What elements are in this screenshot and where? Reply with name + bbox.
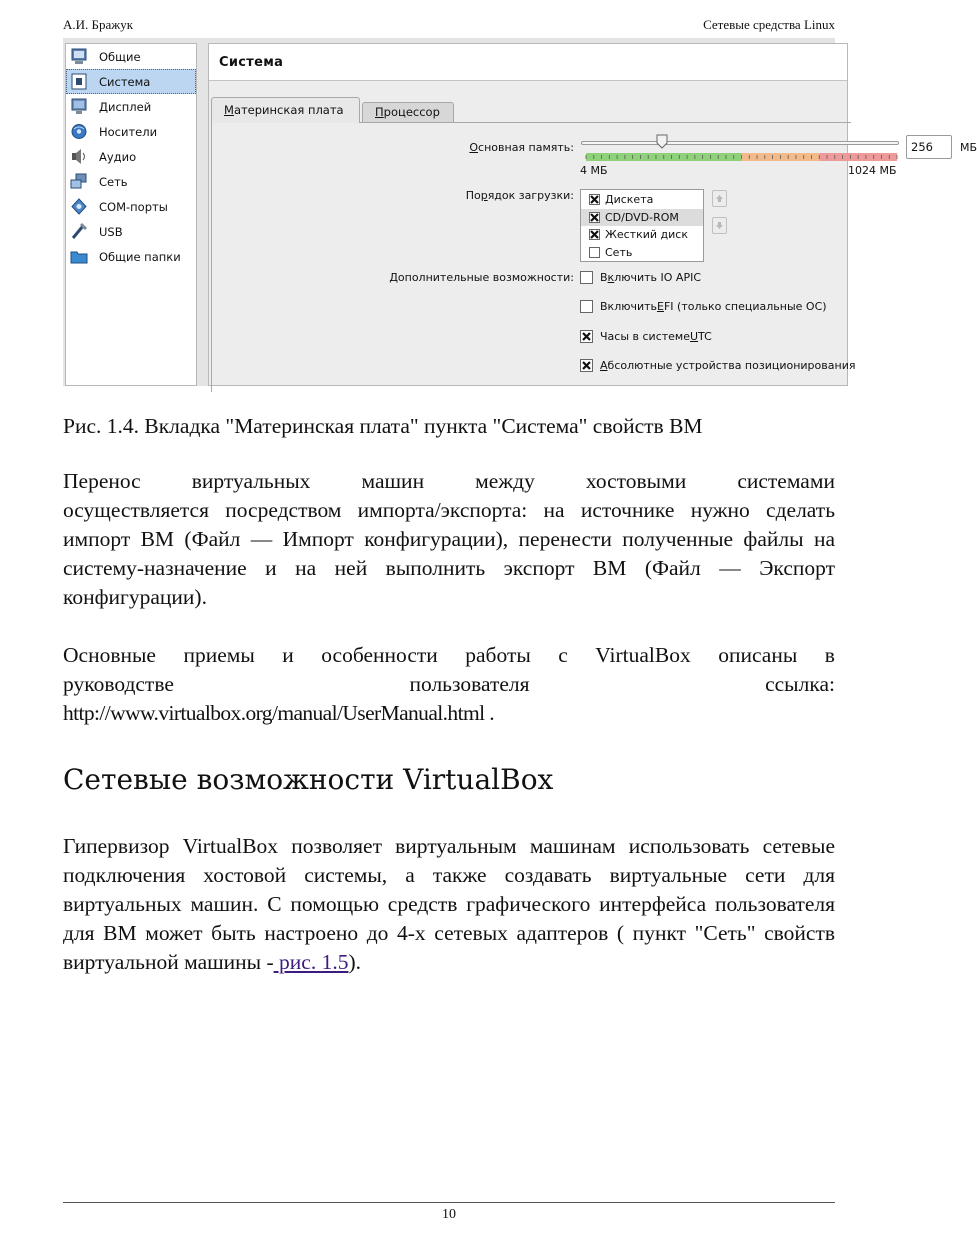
boot-checkbox[interactable] [589, 229, 600, 240]
paragraph-text: Гипервизор VirtualBox позволяет виртуальным машинам использовать сетевые подключения хостовой системы, а также создавать виртуальные сети для виртуальных машин. С помощью средств графического интерфейса пользователя для ВМ может быть настроено до 4-х сетевых адаптеров ( пункт "Сеть" свойств виртуальной машины - [63, 834, 835, 974]
system-icon [70, 73, 88, 90]
arrow-up-icon [715, 194, 724, 203]
footer-rule [63, 1202, 835, 1203]
efi-checkbox[interactable] [580, 300, 593, 313]
boot-order-list [580, 189, 704, 262]
tab-processor[interactable] [362, 102, 454, 122]
paragraph-text: осуществляется посредством импорта/экспорта: на источнике нужно сделать импорт ВМ (Файл — Импорт конфигурации), перенести полученные файлы на систему-назначение и на ней выполнить экспорт ВМ (Файл — Экспорт конфигурации). [63, 498, 835, 609]
boot-checkbox[interactable] [589, 247, 600, 258]
sidebar-item-display[interactable] [66, 94, 196, 119]
manual-url: http://www.virtualbox.org/manual/UserManual.html . [63, 701, 494, 725]
boot-item-hdd[interactable] [581, 226, 703, 244]
option-access-key: E [657, 300, 664, 313]
boot-item-floppy[interactable] [581, 191, 703, 209]
option-text: FI (только специальные ОС) [663, 300, 827, 313]
audio-icon [70, 148, 88, 165]
word: описаны [718, 643, 798, 667]
option-text: бсолютные устройства позиционирования [607, 359, 856, 372]
sidebar-label: Общие [99, 49, 141, 64]
option-access-key: А [600, 359, 608, 372]
word: и [282, 643, 294, 667]
paragraph-manual-reference [63, 641, 835, 728]
word: в [824, 643, 835, 667]
tab-label: атеринская плата [233, 103, 344, 117]
usb-icon [70, 223, 88, 240]
label-access-key: О [469, 141, 479, 154]
label-text: сновная память: [478, 141, 574, 154]
boot-checkbox[interactable] [589, 212, 600, 223]
word: особенности [321, 643, 438, 667]
tab-access-key: М [224, 103, 234, 117]
tab-motherboard[interactable] [211, 97, 360, 123]
extended-features-label: Дополнительные возможности: [389, 271, 574, 284]
page-number: 10 [442, 1207, 456, 1222]
option-access-key: U [689, 330, 699, 343]
paragraph-vm-transfer [63, 467, 835, 612]
sidebar-label: Дисплей [99, 99, 152, 114]
word: между [475, 469, 535, 493]
header-author: А.И. Бражук [63, 17, 134, 32]
word: приемы [183, 643, 255, 667]
tab-label: роцессор [383, 105, 440, 119]
sidebar-item-system[interactable] [66, 69, 196, 94]
figure-caption: Рис. 1.4. Вкладка "Материнская плата" пункта "Система" свойств ВМ [63, 414, 703, 438]
option-text: Включить [600, 300, 658, 313]
boot-item-label: Жесткий диск [605, 228, 688, 242]
paragraph-text: ). [348, 950, 362, 974]
memory-slider-thumb[interactable] [656, 134, 668, 149]
display-icon [70, 98, 88, 115]
settings-panel [208, 43, 977, 386]
efi-option[interactable] [580, 300, 827, 313]
boot-item-network[interactable] [581, 244, 703, 262]
memory-slider-track[interactable] [581, 141, 899, 145]
figure-link[interactable]: рис. 1.5 [273, 950, 349, 974]
arrow-down-icon [715, 221, 724, 230]
sidebar-label: Система [99, 74, 151, 89]
network-icon [70, 173, 88, 190]
virtualbox-settings-screenshot [63, 38, 977, 386]
word: работы [465, 643, 531, 667]
word: Основные [63, 643, 156, 667]
sidebar-label: Носители [99, 124, 158, 139]
boot-checkbox[interactable] [589, 194, 600, 205]
boot-item-label: Дискета [605, 193, 654, 207]
tab-access-key: П [375, 105, 384, 119]
word: ссылка: [765, 672, 835, 696]
label-access-key: р [480, 189, 488, 202]
memory-min-label: 4 МБ [580, 164, 608, 177]
storage-icon [70, 123, 88, 140]
sidebar-item-network[interactable] [66, 169, 196, 194]
word: хостовыми [585, 469, 687, 493]
word: руководстве [63, 672, 174, 696]
option-text: Часы в системе [600, 330, 690, 343]
memory-max-label: 1024 МБ [848, 164, 897, 177]
option-text: В [600, 271, 608, 284]
ioapic-option[interactable] [580, 271, 701, 284]
header-title: Сетевые средства Linux [703, 17, 835, 32]
absolute-pointing-checkbox[interactable] [580, 359, 593, 372]
word: виртуальных [191, 469, 311, 493]
sidebar-label: USB [99, 224, 123, 239]
word: VirtualBox [595, 643, 691, 667]
ioapic-checkbox[interactable] [580, 271, 593, 284]
sidebar-item-usb[interactable] [66, 219, 196, 244]
sidebar-item-audio[interactable] [66, 144, 196, 169]
word: пользователя [409, 672, 530, 696]
justified-line [63, 641, 835, 670]
option-text: лючить IO APIC [614, 271, 702, 284]
paragraph-networking [63, 832, 835, 977]
move-down-button[interactable] [712, 217, 727, 234]
move-up-button[interactable] [712, 190, 727, 207]
label-text: По [465, 189, 481, 202]
label-text: ядок загрузки: [487, 189, 574, 202]
word: системами [737, 469, 835, 493]
justified-line [63, 467, 835, 496]
sidebar-label: Аудио [99, 149, 137, 164]
word: Перенос [63, 469, 141, 493]
sidebar-item-storage[interactable] [66, 119, 196, 144]
absolute-pointing-option[interactable] [580, 359, 855, 372]
boot-order-label [269, 189, 574, 202]
memory-input[interactable]: 256 [906, 135, 952, 159]
word: с [558, 643, 568, 667]
option-access-key: к [607, 271, 615, 284]
boot-item-label: CD/DVD-ROM [605, 210, 679, 224]
shared-folders-icon [70, 248, 88, 265]
sidebar-item-general[interactable] [66, 44, 196, 69]
tab-body [211, 122, 851, 392]
boot-item-cdrom[interactable] [581, 209, 703, 227]
panel-title: Система [209, 44, 847, 81]
option-text: TC [698, 330, 712, 343]
sidebar-item-serial-ports[interactable] [66, 194, 196, 219]
general-icon [70, 48, 88, 65]
memory-scale [586, 153, 897, 161]
justified-line [63, 670, 835, 699]
sidebar-label: Общие папки [99, 249, 181, 264]
running-header [63, 17, 835, 33]
settings-sidebar [65, 43, 197, 386]
section-heading: Сетевые возможности VirtualBox [63, 763, 554, 796]
sidebar-item-shared-folders[interactable] [66, 244, 196, 269]
sidebar-label: Сеть [99, 174, 128, 189]
serial-ports-icon [70, 198, 88, 215]
word: машин [361, 469, 425, 493]
sidebar-label: COM-порты [99, 199, 168, 214]
memory-unit: МБ [960, 141, 977, 154]
memory-label [269, 141, 574, 154]
boot-item-label: Сеть [605, 245, 633, 259]
utc-option[interactable] [580, 330, 712, 343]
utc-checkbox[interactable] [580, 330, 593, 343]
